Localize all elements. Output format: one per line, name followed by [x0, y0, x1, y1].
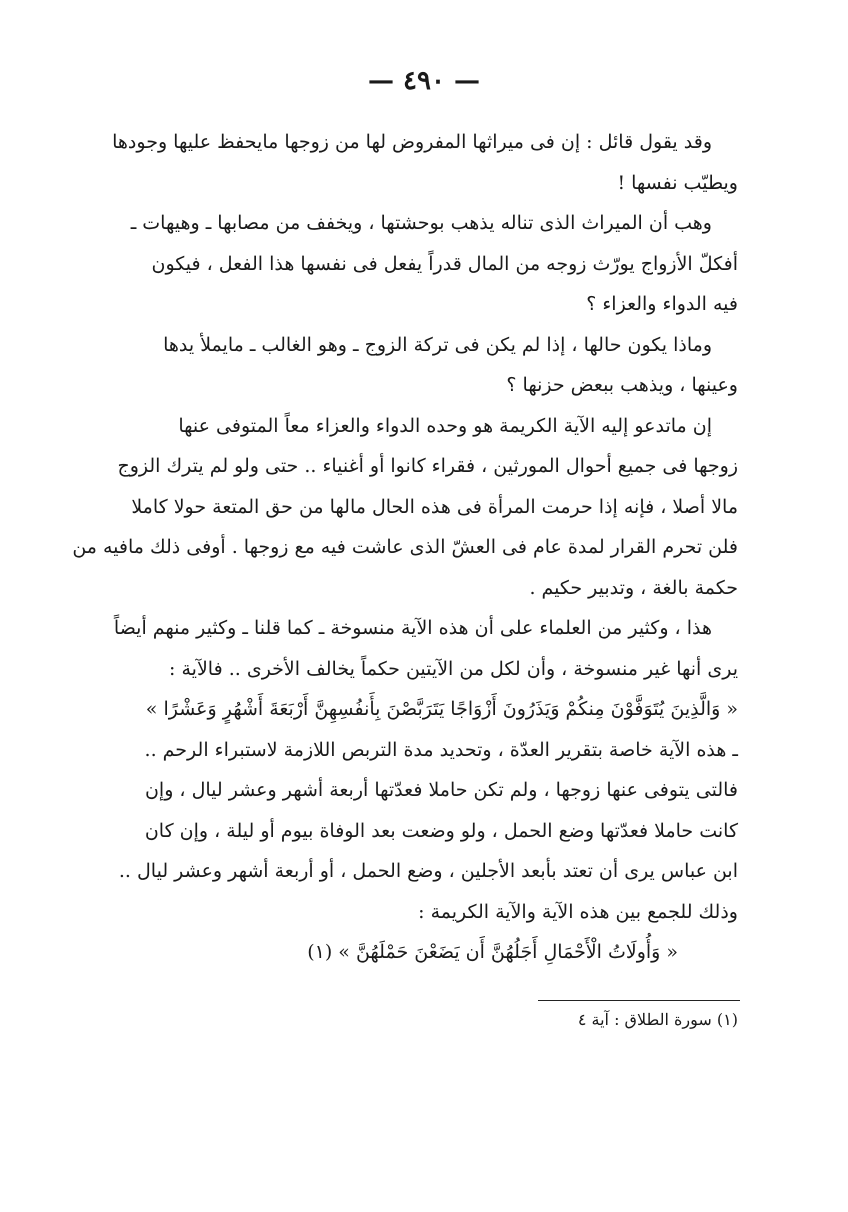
- text-line: وذلك للجمع بين هذه الآية والآية الكريمة :: [418, 900, 738, 923]
- text-line: وعينها ، ويذهب ببعض حزنها ؟: [506, 374, 738, 396]
- footnote: (١) سورة الطلاق : آية ٤: [577, 1010, 738, 1029]
- quran-verse: « وَأُولَاتُ الْأَحْمَالِ أَجَلُهُنَّ أَن يَضَعْنَ حَمْلَهُنَّ » (١): [307, 941, 678, 963]
- quran-verse: « وَالَّذِينَ يُتَوَفَّوْنَ مِنكُمْ وَيَذَرُونَ أَزْوَاجًا يَتَرَبَّصْنَ بِأَنفُسِهِنَّ أَرْبَعَةَ أَشْهُرٍ وَعَشْرًا »: [145, 698, 738, 720]
- footnote-divider: [538, 1000, 740, 1001]
- text-line: وهب أن الميراث الذى تناله يذهب بوحشتها ، ويخفف من مصابها ـ وهيهات ـ: [130, 212, 712, 234]
- body-text: [72, 122, 738, 973]
- text-line: كانت حاملا فعدّتها وضع الحمل ، ولو وضعت بعد الوفاة بيوم أو ليلة ، وإن كان: [144, 819, 738, 842]
- text-line: حكمة بالغة ، وتدبير حكيم .: [529, 576, 738, 599]
- text-line: وماذا يكون حالها ، إذا لم يكن فى تركة الزوج ـ وهو الغالب ـ مايملأ يدها: [163, 333, 712, 356]
- text-line: ويطيّب نفسها !: [617, 171, 738, 194]
- text-line: أفكلّ الأزواج يورّث زوجه من المال قدراً يفعل فى نفسها هذا الفعل ، فيكون: [151, 252, 738, 275]
- text-line: فلن تحرم القرار لمدة عام فى العشّ الذى عاشت فيه مع زوجها . أوفى ذلك مافيه من: [72, 536, 738, 558]
- text-line: هذا ، وكثير من العلماء على أن هذه الآية منسوخة ـ كما قلنا ـ وكثير منهم أيضاً: [113, 617, 712, 639]
- text-line: زوجها فى جميع أحوال المورثين ، فقراء كانوا أو أغنياء .. حتى ولو لم يترك الزوج: [117, 455, 738, 477]
- page-number: — ٤٩٠ —: [367, 66, 481, 96]
- text-line: وقد يقول قائل : إن فى ميراثها المفروض لها من زوجها مايحفظ عليها وجودها: [112, 131, 712, 153]
- text-line: ـ هذه الآية خاصة بتقرير العدّة ، وتحديد مدة التربص اللازمة لاستبراء الرحم ..: [144, 738, 738, 761]
- text-line: مالا أصلا ، فإنه إذا حرمت المرأة فى هذه الحال مالها من حق المتعة حولا كاملا: [131, 495, 738, 518]
- text-line: إن ماتدعو إليه الآية الكريمة هو وحده الدواء والعزاء معاً المتوفى عنها: [178, 414, 712, 437]
- text-line: يرى أنها غير منسوخة ، وأن لكل من الآيتين حكماً يخالف الأخرى .. فالآية :: [169, 657, 738, 680]
- text-line: فيه الدواء والعزاء ؟: [586, 293, 738, 315]
- text-line: فالتى يتوفى عنها زوجها ، ولم تكن حاملا فعدّتها أربعة أشهر وعشر ليال ، وإن: [144, 779, 738, 801]
- text-line: ابن عباس يرى أن تعتد بأبعد الأجلين ، وضع الحمل ، أو أربعة أشهر وعشر ليال ..: [118, 860, 738, 882]
